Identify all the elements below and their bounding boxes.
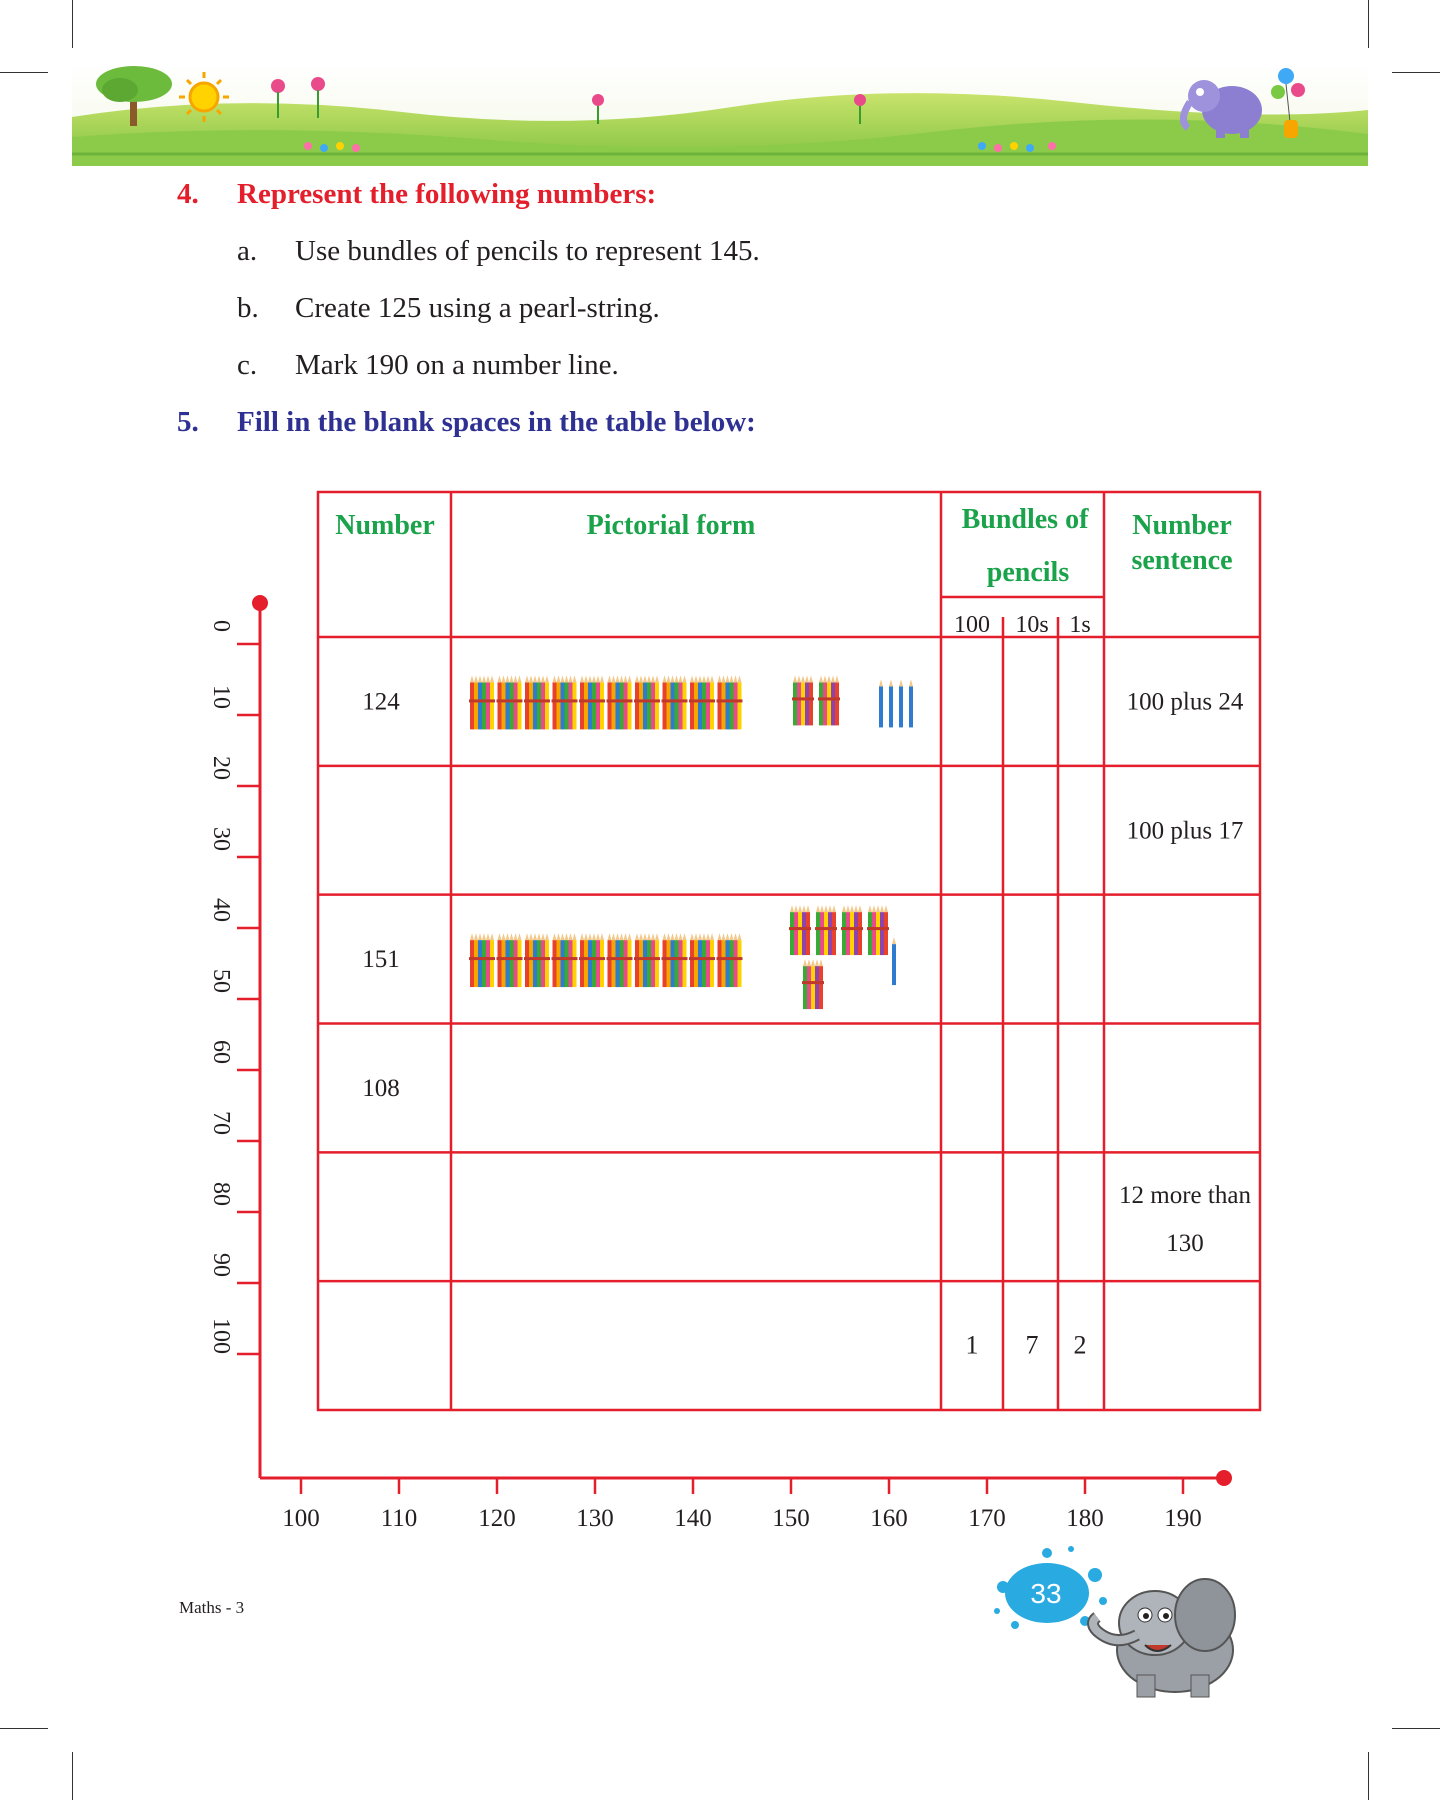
single-pencil	[909, 679, 913, 727]
hundred-bundle-pencils	[634, 675, 660, 729]
pencil-body	[831, 682, 835, 725]
bundle-band	[579, 699, 605, 702]
pencil-body	[809, 682, 813, 725]
pencil-body	[486, 682, 490, 729]
pencil-body	[580, 682, 584, 729]
hundred-bundle-pencils	[552, 675, 578, 729]
hundred-bundle-pencils	[662, 933, 688, 987]
vertical-axis-label: 10	[208, 685, 234, 709]
pencil-body	[506, 682, 510, 729]
horizontal-axis-label: 180	[1066, 1505, 1104, 1532]
pencil-body	[683, 682, 687, 729]
bundle-band	[524, 699, 550, 702]
horizontal-axis-label: 100	[282, 1505, 320, 1532]
row-ones-value: 2	[1073, 1330, 1087, 1360]
hundred-bundle-pencils	[579, 675, 605, 729]
pencil-body	[879, 686, 883, 727]
row-tens-value: 7	[1025, 1330, 1039, 1360]
row-number-value: 124	[362, 688, 400, 716]
pencil-body	[806, 912, 810, 955]
bundle-band	[552, 957, 578, 960]
pencil-body	[722, 682, 726, 729]
bundle-band	[818, 697, 840, 700]
pencil-body	[889, 686, 893, 727]
pencil-body	[643, 682, 647, 729]
pencil-body	[734, 940, 738, 987]
q4-item-a-text: Use bundles of pencils to represent 145.	[295, 235, 760, 267]
pencil-body	[596, 682, 600, 729]
pencil-body	[794, 912, 798, 955]
pencil-body	[730, 940, 734, 987]
bundle-band	[607, 699, 633, 702]
vertical-axis-label: 50	[208, 969, 234, 993]
pencil-body	[506, 940, 510, 987]
pencil-body	[872, 912, 876, 955]
pencil-body	[824, 912, 828, 955]
bundle-band	[662, 957, 688, 960]
pencil-body	[537, 682, 541, 729]
bundle-band	[792, 697, 814, 700]
pencil-body	[706, 940, 710, 987]
pencil-body	[671, 940, 675, 987]
bundle-band	[579, 957, 605, 960]
pencil-body	[884, 912, 888, 955]
pencil-body	[639, 682, 643, 729]
pencil-body	[608, 940, 612, 987]
question-4-title: Represent the following numbers:	[237, 178, 657, 210]
row-number-value: 108	[362, 1074, 400, 1102]
pencil-body	[706, 682, 710, 729]
pencil-body	[470, 940, 474, 987]
bundle-band	[552, 699, 578, 702]
pencil-body	[639, 940, 643, 987]
pencil-body	[518, 940, 522, 987]
pencil-body	[734, 682, 738, 729]
pencil-body	[498, 682, 502, 729]
pencil-body	[655, 682, 659, 729]
pencil-body	[624, 682, 628, 729]
pencil-body	[793, 682, 797, 725]
pencil-body	[620, 940, 624, 987]
vertical-axis-label: 70	[208, 1111, 234, 1135]
pencil-body	[797, 682, 801, 725]
vertical-axis-label: 80	[208, 1182, 234, 1206]
pencil-body	[807, 966, 811, 1009]
pencil-body	[600, 682, 604, 729]
pencil-body	[790, 912, 794, 955]
hundred-bundle-pencils	[717, 675, 743, 729]
pencil-body	[722, 940, 726, 987]
hundred-bundle-pencils	[552, 933, 578, 987]
bundle-band	[524, 957, 550, 960]
q4-item-c-text: Mark 190 on a number line.	[295, 349, 619, 381]
hundred-bundle-pencils	[469, 933, 495, 987]
header-pictorial-form: Pictorial form	[586, 510, 756, 541]
pencil-body	[667, 682, 671, 729]
bundle-band	[689, 699, 715, 702]
hundred-bundle-pencils	[524, 675, 550, 729]
pencil-body	[557, 940, 561, 987]
hundred-bundle-pencils	[497, 933, 523, 987]
pencil-body	[726, 682, 730, 729]
pencil-body	[823, 682, 827, 725]
hundred-bundle-pencils	[634, 933, 660, 987]
page-number-badge	[985, 1535, 1265, 1705]
pencil-body	[490, 682, 494, 729]
pencil-body	[726, 940, 730, 987]
pencil-body	[820, 912, 824, 955]
pencil-body	[592, 940, 596, 987]
row-number-value: 151	[362, 946, 400, 974]
pencil-body	[482, 940, 486, 987]
bundle-band	[634, 699, 660, 702]
pencil-body	[718, 682, 722, 729]
book-label: Maths - 3	[179, 1598, 245, 1617]
pencil-body	[698, 940, 702, 987]
pencil-body	[635, 682, 639, 729]
pencil-body	[730, 682, 734, 729]
pencil-body	[569, 682, 573, 729]
pencil-body	[600, 940, 604, 987]
bundle-band	[497, 699, 523, 702]
q4-item-a-letter: a.	[237, 235, 258, 267]
pencil-body	[525, 940, 529, 987]
bundle-band	[469, 699, 495, 702]
pencil-body	[569, 940, 573, 987]
hundred-bundle-pencils	[607, 675, 633, 729]
bundle-band	[867, 927, 889, 930]
pencil-body	[545, 682, 549, 729]
pencil-body	[880, 912, 884, 955]
pencil-body	[846, 912, 850, 955]
pencil-body	[557, 682, 561, 729]
pencil-body	[819, 682, 823, 725]
pencil-body	[628, 940, 632, 987]
pencil-body	[643, 940, 647, 987]
ten-bundle-pencils	[789, 905, 811, 955]
pencil-body	[565, 940, 569, 987]
q4-item-c-letter: c.	[237, 349, 258, 381]
pencil-body	[671, 682, 675, 729]
pencil-body	[805, 682, 809, 725]
pencil-body	[868, 912, 872, 955]
pencil-body	[683, 940, 687, 987]
header-number-sentence-2: sentence	[1131, 545, 1233, 576]
ten-bundle-pencils	[802, 959, 824, 1009]
bundle-band	[802, 981, 824, 984]
pencil-body	[694, 940, 698, 987]
vertical-axis-label: 40	[208, 898, 234, 922]
horizontal-axis-label: 160	[870, 1505, 908, 1532]
pencil-body	[663, 940, 667, 987]
horizontal-axis-label: 120	[478, 1505, 516, 1532]
pencil-body	[679, 940, 683, 987]
ten-bundle-pencils	[841, 905, 863, 955]
row-hundreds-value: 1	[965, 1330, 979, 1360]
hundred-bundle-pencils	[717, 933, 743, 987]
pencil-body	[635, 940, 639, 987]
hundred-bundle-pencils	[497, 675, 523, 729]
pencil-body	[553, 940, 557, 987]
pencil-body	[498, 940, 502, 987]
pencil-body	[573, 682, 577, 729]
vertical-axis-label: 90	[208, 1253, 234, 1277]
pencil-body	[698, 682, 702, 729]
pencil-body	[608, 682, 612, 729]
pencil-body	[710, 940, 714, 987]
pencil-body	[842, 912, 846, 955]
vertical-axis-label: 0	[208, 620, 234, 632]
pencil-body	[679, 682, 683, 729]
horizontal-axis-label: 110	[380, 1505, 418, 1532]
pencil-body	[854, 912, 858, 955]
vertical-axis-label: 100	[208, 1318, 234, 1354]
bundle-band	[497, 957, 523, 960]
bundle-band	[815, 927, 837, 930]
question-4-number: 4.	[177, 178, 199, 210]
pencil-body	[892, 944, 896, 985]
ten-bundle-pencils	[792, 675, 814, 725]
q4-item-b-letter: b.	[237, 292, 259, 324]
row-number-sentence-line2: 130	[1166, 1229, 1204, 1257]
pencil-body	[675, 940, 679, 987]
pencil-body	[850, 912, 854, 955]
pencil-body	[828, 912, 832, 955]
pencil-body	[525, 682, 529, 729]
page-number: 33	[1030, 1578, 1062, 1609]
pencil-body	[667, 940, 671, 987]
pencil-body	[803, 966, 807, 1009]
pencil-body	[490, 940, 494, 987]
horizontal-axis-label: 150	[772, 1505, 810, 1532]
pencil-body	[702, 940, 706, 987]
pencil-body	[580, 940, 584, 987]
pencil-body	[651, 940, 655, 987]
pencil-body	[675, 682, 679, 729]
pencil-body	[592, 682, 596, 729]
pencil-body	[537, 940, 541, 987]
pencil-body	[518, 682, 522, 729]
pencil-body	[561, 940, 565, 987]
pencil-body	[811, 966, 815, 1009]
pencil-body	[510, 682, 514, 729]
hundred-bundle-pencils	[579, 933, 605, 987]
pencil-body	[510, 940, 514, 987]
ten-bundle-pencils	[867, 905, 889, 955]
hundred-bundle-pencils	[662, 675, 688, 729]
bundle-band	[634, 957, 660, 960]
pencil-body	[573, 940, 577, 987]
pencil-body	[798, 912, 802, 955]
pencil-body	[616, 940, 620, 987]
pencil-body	[541, 940, 545, 987]
pencil-body	[529, 682, 533, 729]
horizontal-axis-label: 140	[674, 1505, 712, 1532]
pencil-body	[514, 682, 518, 729]
pencil-body	[541, 682, 545, 729]
pencil-body	[802, 912, 806, 955]
pencil-body	[565, 682, 569, 729]
pencil-body	[815, 966, 819, 1009]
pencil-body	[612, 940, 616, 987]
pencil-body	[620, 682, 624, 729]
pencil-body	[561, 682, 565, 729]
pencil-body	[655, 940, 659, 987]
pencil-body	[738, 682, 742, 729]
single-pencil	[899, 679, 903, 727]
pencil-body	[827, 682, 831, 725]
pencil-body	[533, 682, 537, 729]
pencil-body	[584, 940, 588, 987]
pencil-body	[474, 940, 478, 987]
header-number-sentence-1: Number	[1132, 510, 1232, 541]
pencil-body	[514, 940, 518, 987]
row-number-sentence: 100 plus 17	[1126, 817, 1244, 845]
pencil-body	[502, 682, 506, 729]
pencil-body	[624, 940, 628, 987]
single-pencil	[892, 937, 896, 985]
pencil-body	[647, 682, 651, 729]
bundle-band	[662, 699, 688, 702]
pencil-body	[545, 940, 549, 987]
vertical-axis-label: 30	[208, 827, 234, 851]
hundred-bundle-pencils	[689, 675, 715, 729]
pencil-body	[690, 682, 694, 729]
hundred-bundle-pencils	[524, 933, 550, 987]
pencil-body	[616, 682, 620, 729]
row-number-sentence: 100 plus 24	[1126, 688, 1244, 716]
horizontal-axis-label: 130	[576, 1505, 614, 1532]
pencil-body	[553, 682, 557, 729]
subheader-hundreds: 100	[954, 612, 990, 638]
bundle-band	[789, 927, 811, 930]
pencil-body	[710, 682, 714, 729]
pencil-body	[816, 912, 820, 955]
table-border	[318, 492, 1260, 1410]
single-pencil	[879, 679, 883, 727]
bundle-band	[607, 957, 633, 960]
pencil-body	[801, 682, 805, 725]
pencil-body	[470, 682, 474, 729]
pencil-body	[702, 682, 706, 729]
pencil-body	[612, 682, 616, 729]
subheader-ones: 1s	[1069, 612, 1091, 638]
hundred-bundle-pencils	[607, 933, 633, 987]
pencil-body	[482, 682, 486, 729]
single-pencil	[889, 679, 893, 727]
bundle-band	[469, 957, 495, 960]
bundle-band	[717, 957, 743, 960]
pencil-body	[819, 966, 823, 1009]
pencil-body	[486, 940, 490, 987]
question-5-title: Fill in the blank spaces in the table below:	[237, 406, 756, 438]
header-number: Number	[335, 510, 435, 541]
pencil-body	[832, 912, 836, 955]
pencil-body	[478, 682, 482, 729]
pencil-body	[533, 940, 537, 987]
pencil-body	[876, 912, 880, 955]
pencil-body	[588, 682, 592, 729]
pencil-body	[588, 940, 592, 987]
pencil-body	[899, 686, 903, 727]
horizontal-axis-endpoint	[1216, 1470, 1232, 1486]
pencil-body	[474, 682, 478, 729]
pencil-body	[596, 940, 600, 987]
pencil-body	[478, 940, 482, 987]
pencil-body	[909, 686, 913, 727]
pencil-body	[529, 940, 533, 987]
pencil-body	[663, 682, 667, 729]
pencil-body	[718, 940, 722, 987]
row-number-sentence: 12 more than	[1119, 1181, 1251, 1209]
bundle-band	[841, 927, 863, 930]
pencil-body	[647, 940, 651, 987]
subheader-tens: 10s	[1015, 612, 1049, 638]
pencil-body	[502, 940, 506, 987]
vertical-axis-label: 20	[208, 756, 234, 780]
pencil-body	[690, 940, 694, 987]
ten-bundle-pencils	[815, 905, 837, 955]
pencil-body	[651, 682, 655, 729]
vertical-axis-endpoint	[252, 595, 268, 611]
pencil-body	[628, 682, 632, 729]
hundred-bundle-pencils	[469, 675, 495, 729]
q4-item-b-text: Create 125 using a pearl-string.	[295, 292, 660, 324]
vertical-axis-label: 60	[208, 1040, 234, 1064]
pencil-body	[835, 682, 839, 725]
question-5-number: 5.	[177, 406, 199, 438]
ten-bundle-pencils	[818, 675, 840, 725]
horizontal-axis-label: 190	[1164, 1505, 1202, 1532]
header-bundles-of: Bundles of	[961, 504, 1089, 535]
bundle-band	[717, 699, 743, 702]
pencil-body	[694, 682, 698, 729]
elephant-icon	[1093, 1579, 1235, 1697]
pencil-body	[858, 912, 862, 955]
pencil-body	[738, 940, 742, 987]
bundle-band	[689, 957, 715, 960]
horizontal-axis-label: 170	[968, 1505, 1006, 1532]
pencil-body	[584, 682, 588, 729]
header-pencils: pencils	[986, 557, 1070, 588]
hundred-bundle-pencils	[689, 933, 715, 987]
